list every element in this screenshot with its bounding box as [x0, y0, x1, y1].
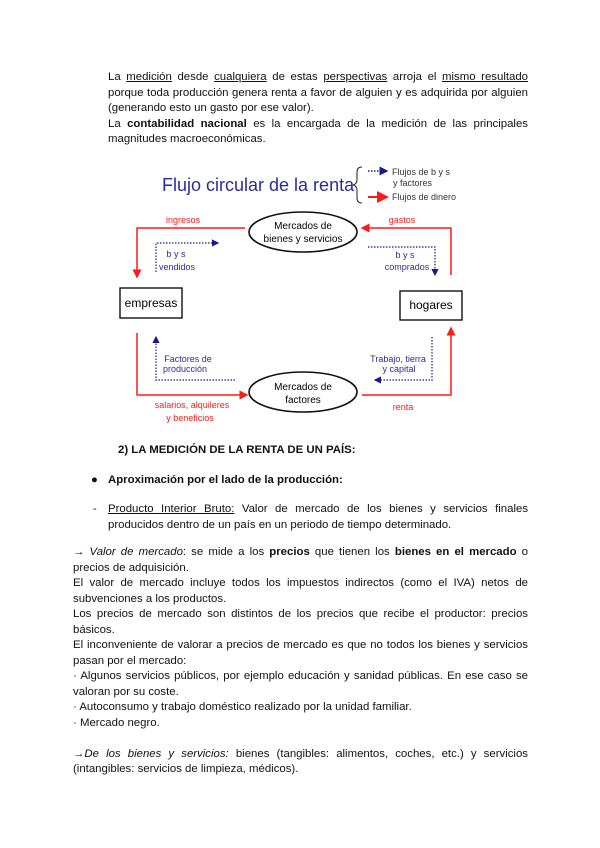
text: bienes (tangibles: alimentos, coches, etc.) y servicios (intangibles: servicios de limpieza, médicos). [73, 747, 528, 775]
ingresos-label: ingresos [165, 215, 201, 225]
text: La [108, 71, 127, 83]
text: arroja el [387, 71, 443, 83]
text: La [108, 117, 128, 130]
body-section [73, 545, 528, 778]
market-goods-label: Mercados de [274, 221, 332, 232]
legend-goods-label: Flujos de b y s [392, 167, 451, 177]
labor-label: Trabajo, tierra [370, 354, 426, 364]
basic-prices-paragraph: Los precios de mercado son distintos de los precios que recibe el productor: precios básicos. [73, 608, 528, 636]
bought-label-2: comprados [384, 262, 430, 272]
text: es la encargada de la medición de las principales magnitudes macroeconómicas. [108, 117, 528, 145]
wages-label: salarios, alquileres [154, 400, 230, 410]
diagram-title: Flujo circular de la renta [162, 175, 355, 195]
text: que tienen los [309, 546, 395, 558]
factors-prod-label: Factores de [164, 354, 212, 364]
market-goods-label-2: bienes y servicios [263, 234, 343, 245]
renta-label: renta [392, 402, 414, 412]
legend-brace [353, 167, 362, 203]
text: de estas [266, 71, 324, 83]
underlined-term: medición [126, 71, 172, 83]
wages-label-2: y beneficios [166, 413, 214, 423]
market-factors-label: Mercados de [274, 382, 332, 393]
market-value-paragraph [73, 545, 528, 576]
text: o precios de adquisición. [73, 546, 529, 574]
list-item: · Mercado negro. [73, 716, 160, 729]
underlined-term: cualquiera [214, 71, 267, 83]
dash-marker: - [93, 503, 97, 515]
pib-term: Producto Interior Bruto: [108, 503, 235, 515]
list-item: · Algunos servicios públicos, por ejemplo educación y sanidad públicas. En ese caso se valoran por su coste. [73, 670, 528, 698]
bold-term: contabilidad nacional [127, 117, 247, 130]
spacer [73, 731, 528, 747]
italic-term: Valor de mercado [89, 546, 183, 558]
text: desde [171, 71, 215, 83]
bought-label: b y s [395, 250, 415, 260]
bold-term: bienes en el mercado [394, 546, 517, 558]
gastos-label: gastos [388, 215, 416, 225]
text: : se mide a los [182, 546, 270, 558]
sold-label-2: vendidos [158, 262, 196, 272]
goods-services-paragraph [73, 747, 528, 778]
bullet-heading: Aproximación por el lado de la producción: [108, 474, 343, 486]
text: Valor de mercado de los bienes y servicios finales producidos dentro de un país en un periodo de tiempo determinado. [108, 503, 529, 531]
iva-paragraph: El valor de mercado incluye todos los impuestos indirectos (como el IVA) netos de subvenciones a los productos. [73, 577, 528, 605]
list-item: · Autoconsumo y trabajo doméstico realizado por la unidad familiar. [73, 701, 412, 713]
market-factors-label-2: factores [285, 395, 321, 406]
sold-label: b y s [166, 249, 186, 259]
labor-label-2: y capital [382, 364, 416, 374]
underlined-term: mismo resultado [442, 71, 529, 83]
firms-label: empresas [124, 296, 178, 310]
arrow-icon: → [73, 546, 90, 558]
legend-goods-label-2: y factores [393, 178, 433, 188]
bullet-icon: ● [91, 474, 98, 486]
underlined-term: perspectivas [323, 71, 388, 83]
market-goods-node [249, 212, 357, 252]
text: porque toda producción genera renta a favor de alguien y es adquirida por alguien (generando esto un gasto por ese valor). [108, 86, 528, 114]
legend-money-label: Flujos de dinero [392, 192, 457, 202]
factors-prod-label-2: producción [162, 364, 208, 374]
drawback-paragraph: El inconveniente de valorar a precios de mercado es que no todos los bienes y servicios pasan por el mercado: [73, 639, 528, 667]
households-label: hogares [409, 298, 453, 312]
bold-term: precios [269, 546, 310, 558]
section-heading: 2) LA MEDICIÓN DE LA RENTA DE UN PAÍS: [118, 444, 356, 456]
pib-definition [108, 502, 528, 533]
arrow-icon: → [73, 747, 85, 760]
italic-term: De los bienes y servicios: [84, 747, 229, 760]
